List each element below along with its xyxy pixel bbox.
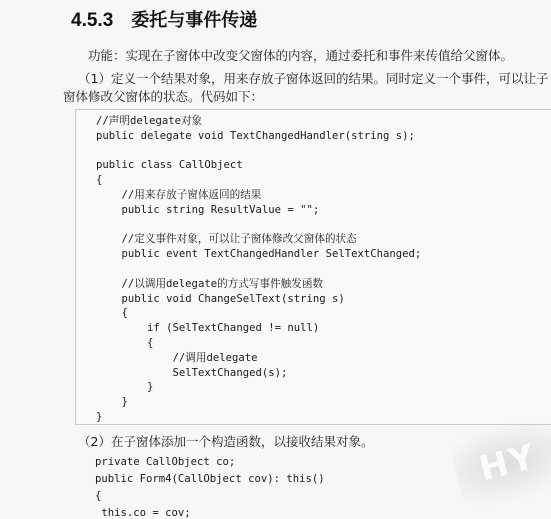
step1-text-line1: （1）定义一个结果对象，用来存放子窗体返回的结果。同时定义一个事件，可以让子	[78, 71, 549, 86]
step2-text: （2）在子窗体添加一个构造函数，以接收结果对象。	[78, 434, 374, 449]
code-line: {	[96, 174, 103, 187]
section-heading	[71, 6, 257, 36]
code-line: this.co = cov;	[95, 507, 191, 519]
code-line: public event TextChangedHandler SelTextChanged;	[96, 248, 422, 261]
code-line: {	[96, 307, 128, 320]
code-line: }	[96, 396, 128, 409]
code-line: public Form4(CallObject cov): this()	[95, 473, 325, 485]
code-line: {	[95, 490, 102, 502]
code-line: }	[96, 381, 154, 394]
code-line: {	[96, 337, 154, 349]
section-title: 委托与事件传递	[131, 10, 258, 31]
code-block	[75, 109, 551, 425]
code-line: SelTextChanged(s);	[96, 366, 288, 379]
code-line: public void ChangeSelText(string s)	[96, 292, 345, 305]
code-line: //以调用delegate的方式写事件触发函数	[96, 277, 324, 290]
code-line: private CallObject co;	[95, 456, 236, 468]
code-line: }	[96, 411, 103, 423]
code-line: if (SelTextChanged != null)	[96, 322, 320, 335]
function-description: 功能：实现在子窗体中改变父窗体的内容，通过委托和事件来传值给父窗体。	[88, 48, 514, 63]
step1-text-line2: 窗体修改父窗体的状态。代码如下：	[63, 89, 264, 104]
section-number: 4.5.3	[71, 10, 114, 31]
code-line: public string ResultValue = "";	[96, 203, 320, 216]
code-line: //调用delegate	[96, 351, 258, 364]
watermark-stamp: HY	[447, 405, 551, 514]
code-line: public class CallObject	[96, 159, 243, 172]
code-line: //用来存放子窗体返回的结果	[96, 189, 262, 201]
code-line: //声明delegate对象	[96, 115, 203, 127]
code-line: //定义事件对象，可以让子窗体修改父窗体的状态	[96, 233, 357, 246]
code-line: public delegate void TextChangedHandler(string s);	[96, 129, 415, 142]
